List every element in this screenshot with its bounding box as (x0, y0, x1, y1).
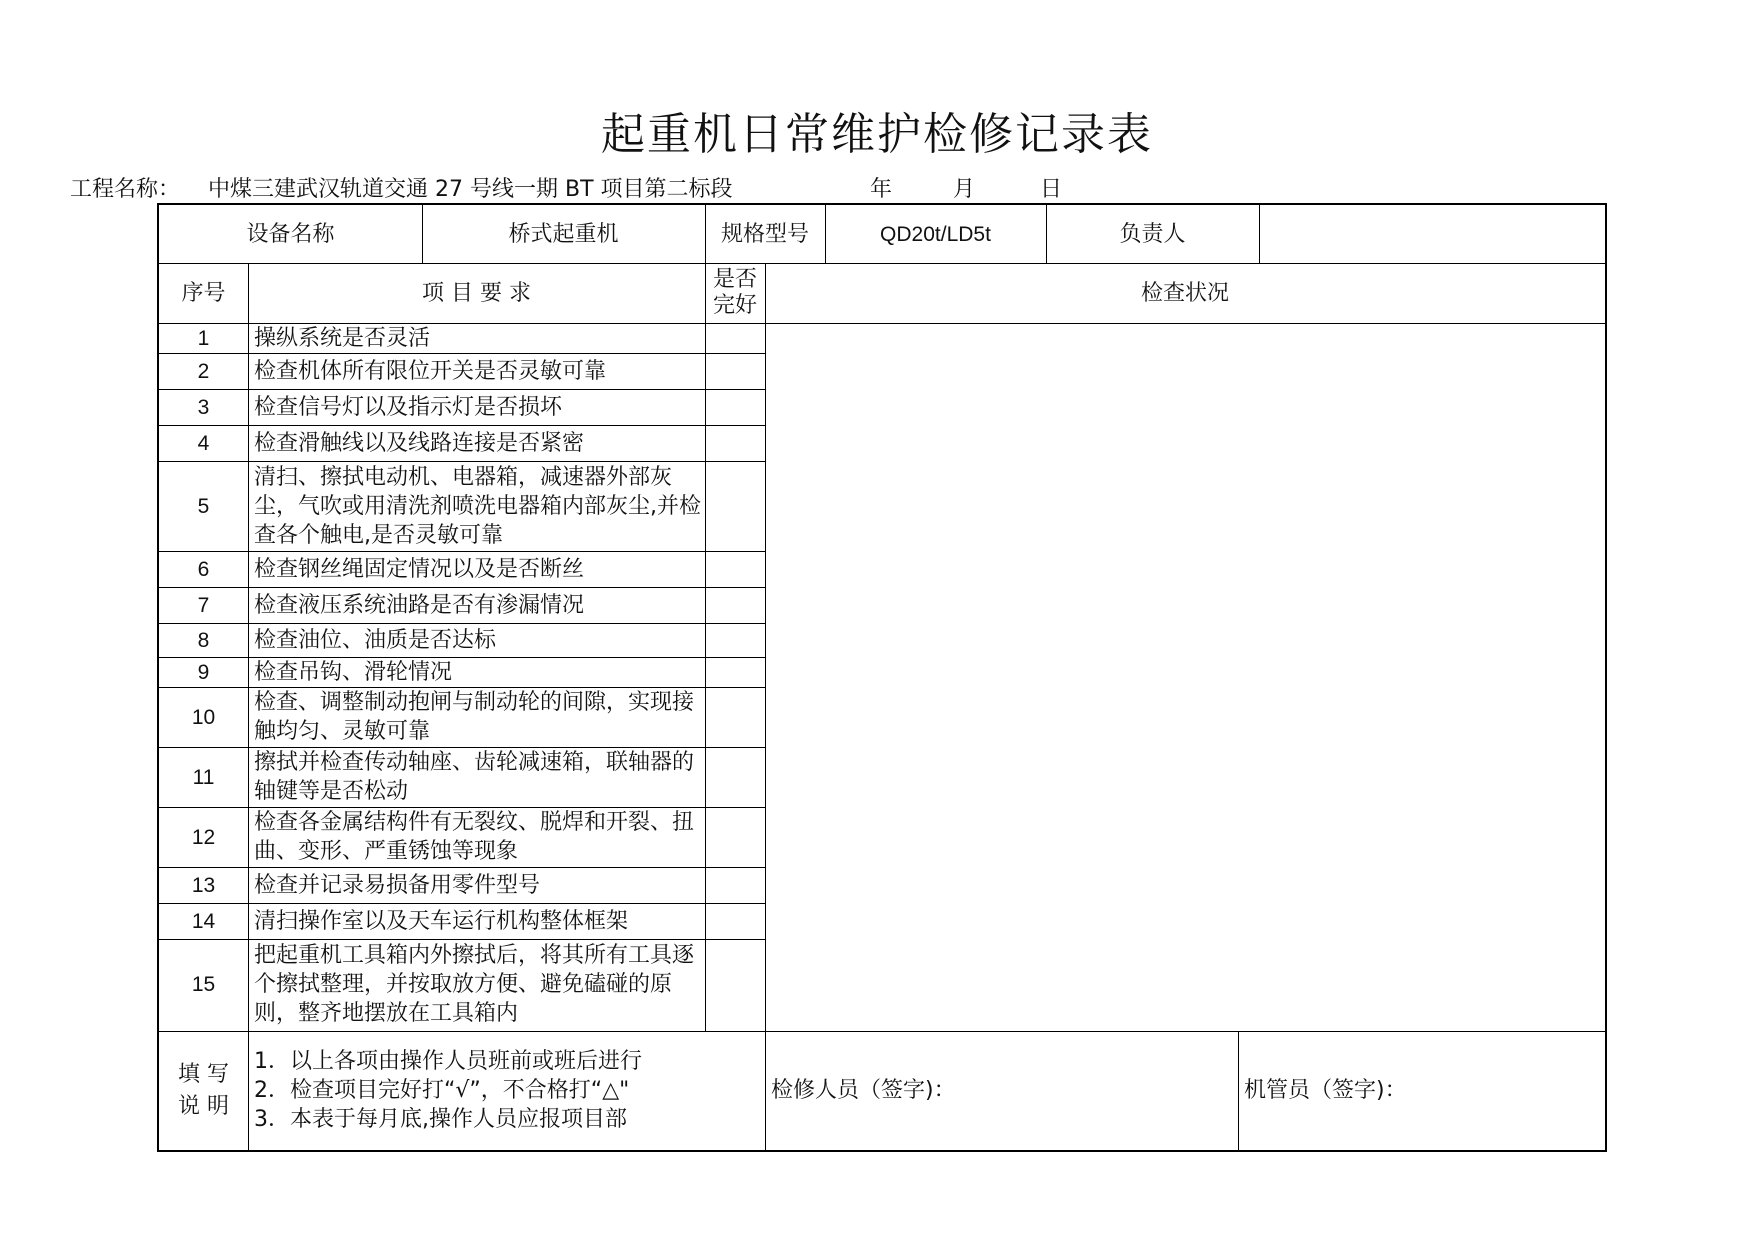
grid-line (248, 263, 249, 1150)
model-label: 规格型号 (720, 221, 809, 247)
item-number: 9 (197, 660, 210, 684)
project-line (70, 172, 1063, 203)
item-ok-checkbox[interactable] (705, 323, 765, 353)
grid-line (825, 205, 826, 263)
item-requirement: 检查并记录易损备用零件型号 (254, 872, 541, 898)
manager-signature-field[interactable] (1238, 1031, 1605, 1150)
grid-line (1046, 205, 1047, 263)
item-ok-checkbox[interactable] (705, 461, 765, 551)
notes-content (248, 1031, 765, 1150)
person-value[interactable] (1259, 205, 1605, 263)
month-label: 月 (953, 177, 976, 202)
item-ok-checkbox[interactable] (705, 389, 765, 425)
person-label: 负责人 (1119, 221, 1186, 247)
item-number: 2 (197, 359, 210, 383)
item-number: 14 (191, 909, 216, 933)
grid-line (422, 205, 423, 263)
item-number: 3 (197, 395, 210, 419)
grid-line (159, 1031, 1605, 1032)
grid-line (765, 263, 766, 1150)
item-number: 10 (191, 705, 216, 729)
item-number: 6 (197, 557, 210, 581)
item-number: 15 (191, 972, 216, 996)
column-requirement: 项 目 要 求 (422, 280, 531, 306)
item-ok-checkbox[interactable] (705, 939, 765, 1029)
item-number: 5 (197, 494, 210, 518)
grid-line (705, 205, 706, 263)
manager-signature-label: 机管员（签字)： (1244, 1078, 1407, 1103)
page-title: 起重机日常维护检修记录表 (601, 109, 1153, 160)
item-requirement: 把起重机工具箱内外擦拭后，将其所有工具逐个擦拭整理，并按取放方便、避免磕碰的原则，整齐地摆放在工具箱内 (254, 942, 695, 1026)
item-requirement: 擦拭并检查传动轴座、齿轮减速箱，联轴器的轴键等是否松动 (254, 750, 695, 804)
item-requirement: 清扫操作室以及天车运行机构整体框架 (254, 908, 629, 934)
equipment-name-value[interactable]: 桥式起重机 (508, 221, 619, 247)
year-label: 年 (870, 177, 893, 202)
item-ok-checkbox[interactable] (705, 657, 765, 687)
item-number: 12 (191, 825, 216, 849)
notes-line-2: 2．检查项目完好打“√”，不合格打“△" (254, 1078, 630, 1103)
item-ok-checkbox[interactable] (705, 903, 765, 939)
item-requirement: 检查各金属结构件有无裂纹、脱焊和开裂、扭曲、变形、严重锈蚀等现象 (254, 810, 695, 864)
inspection-form-table (157, 203, 1607, 1152)
item-requirement: 检查吊钩、滑轮情况 (254, 659, 453, 685)
column-status: 检查状况 (1140, 280, 1229, 306)
item-number: 11 (192, 765, 215, 789)
item-requirement: 检查滑触线以及线路连接是否紧密 (254, 430, 585, 456)
item-requirement: 检查信号灯以及指示灯是否损坏 (254, 394, 563, 420)
item-ok-checkbox[interactable] (705, 687, 765, 747)
item-requirement: 操纵系统是否灵活 (254, 325, 431, 351)
item-ok-checkbox[interactable] (705, 807, 765, 867)
inspection-status-area[interactable] (765, 323, 1605, 1031)
grid-line (705, 263, 706, 1031)
item-ok-checkbox[interactable] (705, 551, 765, 587)
item-ok-checkbox[interactable] (705, 747, 765, 807)
notes-label (159, 1031, 248, 1150)
item-ok-checkbox[interactable] (705, 867, 765, 903)
grid-line (159, 263, 1605, 264)
notes-label-line2: 说 明 (178, 1093, 229, 1119)
item-ok-checkbox[interactable] (705, 623, 765, 657)
day-label: 日 (1040, 177, 1063, 202)
item-ok-checkbox[interactable] (705, 353, 765, 389)
item-requirement: 检查、调整制动抱闸与制动轮的间隙，实现接触均匀、灵敏可靠 (254, 690, 695, 744)
equipment-name-label: 设备名称 (246, 221, 335, 247)
item-number: 4 (197, 431, 210, 455)
item-number: 7 (197, 593, 210, 617)
grid-line (1259, 205, 1260, 263)
project-name: 中煤三建武汉轨道交通 27 号线一期 BT 项目第二标段 (208, 177, 733, 202)
notes-line-1: 1．以上各项由操作人员班前或班后进行 (254, 1049, 642, 1074)
item-requirement: 清扫、擦拭电动机、电器箱，减速器外部灰尘，气吹或用清洗剂喷洗电器箱内部灰尘,并检查各个触电,是否灵敏可靠 (254, 464, 701, 548)
column-ok-line1: 是否 (712, 267, 757, 292)
item-requirement: 检查油位、油质是否达标 (254, 627, 497, 653)
item-requirement: 检查机体所有限位开关是否灵敏可靠 (254, 358, 607, 384)
grid-line (1238, 1031, 1239, 1150)
grid-line (159, 323, 1605, 324)
model-value[interactable]: QD20t/LD5t (880, 222, 991, 246)
item-requirement: 检查钢丝绳固定情况以及是否断丝 (254, 556, 585, 582)
notes-line-3: 3．本表于每月底,操作人员应报项目部 (254, 1107, 627, 1132)
notes-label-line1: 填 写 (178, 1061, 229, 1087)
project-label: 工程名称： (70, 177, 181, 202)
column-seq: 序号 (181, 280, 226, 306)
inspector-signature-label: 检修人员（签字)： (771, 1078, 956, 1103)
item-ok-checkbox[interactable] (705, 425, 765, 461)
inspector-signature-field[interactable] (765, 1031, 1238, 1150)
item-requirement: 检查液压系统油路是否有渗漏情况 (254, 592, 585, 618)
item-number: 13 (191, 873, 216, 897)
column-ok-line2: 完好 (712, 293, 757, 318)
item-ok-checkbox[interactable] (705, 587, 765, 623)
item-number: 1 (197, 326, 210, 350)
item-number: 8 (197, 628, 210, 652)
column-ok (705, 263, 765, 323)
